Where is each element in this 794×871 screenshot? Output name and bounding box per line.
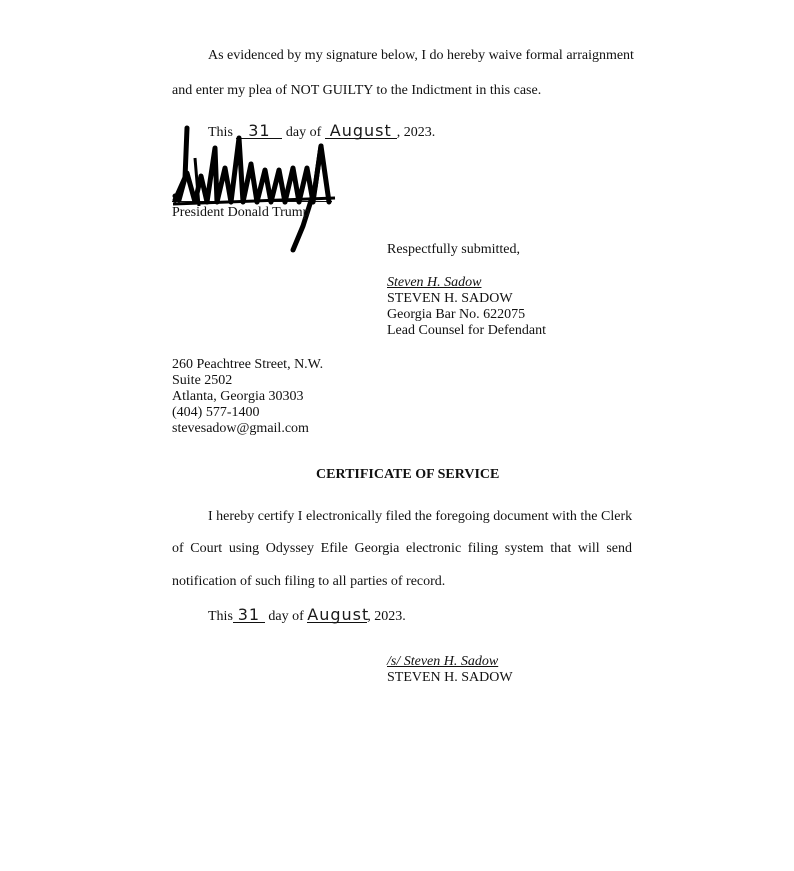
certificate-line-3: notification of such filing to all parties of record. <box>172 574 446 589</box>
certificate-line-1: I hereby certify I electronically filed the foregoing document with the Clerk <box>208 509 633 524</box>
address-phone: (404) 577-1400 <box>172 405 260 420</box>
certificate-date-day: 31 <box>233 608 265 623</box>
counsel-name: STEVEN H. SADOW <box>387 291 513 306</box>
counsel-signature: Steven H. Sadow <box>387 275 482 290</box>
closing: Respectfully submitted, <box>387 242 520 257</box>
certificate-name: STEVEN H. SADOW <box>387 670 513 685</box>
counsel-role: Lead Counsel for Defendant <box>387 323 546 338</box>
address-suite: Suite 2502 <box>172 373 233 388</box>
signing-date-day: 31 <box>236 124 282 139</box>
certificate-date-month: August <box>307 605 370 624</box>
signing-date-month: August <box>325 124 397 139</box>
certificate-date-prefix: This <box>208 609 233 624</box>
signing-date-middle: day of <box>285 125 322 140</box>
address-email: stevesadow@gmail.com <box>172 421 309 436</box>
waiver-line-1: As evidenced by my signature below, I do hereby waive formal arraignment <box>208 48 634 63</box>
certificate-date-suffix: , 2023. <box>367 609 406 624</box>
defendant-signature <box>165 118 345 258</box>
certificate-line-2: of Court using Odyssey Efile Georgia electronic filing system that will send <box>172 541 632 556</box>
certificate-date-line <box>208 605 406 625</box>
defendant-name: President Donald Trump <box>172 205 310 220</box>
address-street: 260 Peachtree Street, N.W. <box>172 357 324 372</box>
certificate-signature: /s/ Steven H. Sadow <box>387 654 499 669</box>
certificate-date-middle: day of <box>268 609 304 624</box>
counsel-bar-number: Georgia Bar No. 622075 <box>387 307 526 322</box>
address-city: Atlanta, Georgia 30303 <box>172 389 304 404</box>
certificate-heading: CERTIFICATE OF SERVICE <box>316 467 500 482</box>
signing-date-suffix: , 2023. <box>396 125 436 140</box>
signing-date-prefix: This <box>208 125 233 140</box>
waiver-line-2: and enter my plea of NOT GUILTY to the Indictment in this case. <box>172 83 542 98</box>
